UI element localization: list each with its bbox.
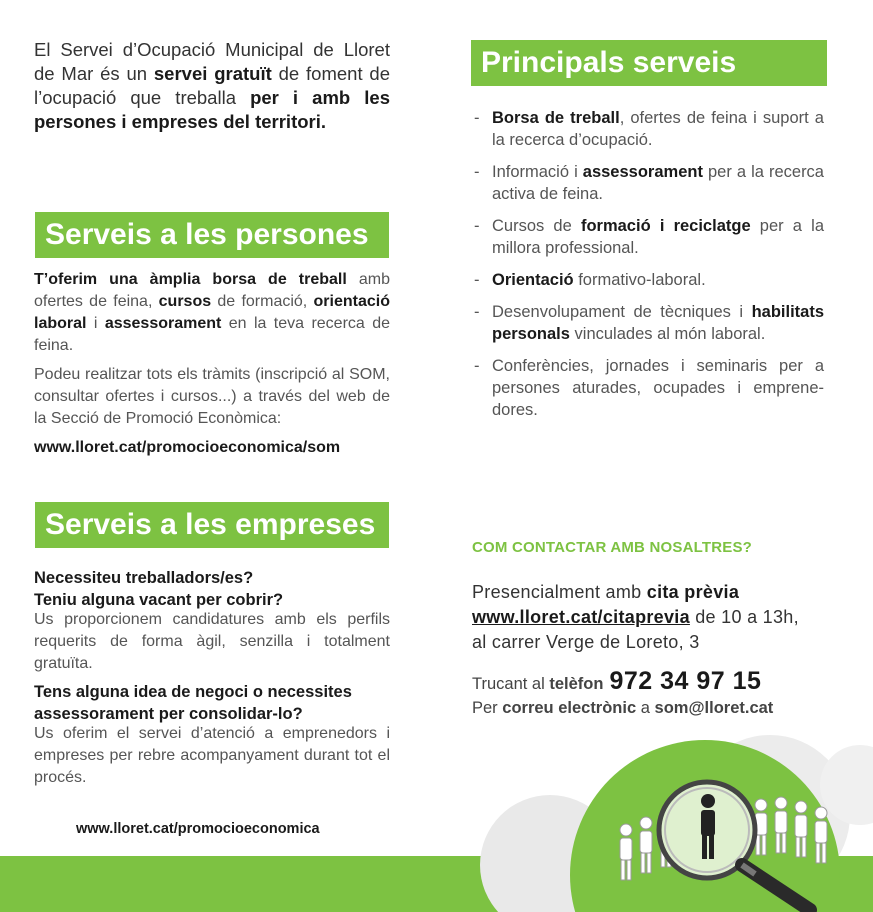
contact-mail [472,697,852,719]
p1-bold-3: orientació laboral [34,293,390,332]
intro-bold-1: servei gratuït [153,63,272,84]
contact-line-2 [472,605,852,630]
empreses-question-1 [34,567,390,611]
p1-text-4: en la teva recerca de feina. [34,315,390,354]
mail-address[interactable]: som@lloret.cat [654,699,774,717]
service-pre: Informació i [492,163,583,181]
empreses-answer-2: Us oferim el servei d’atenció a emprenedors i empreses per rebre acompanyament durant tot el procés. [34,725,390,786]
empreses-question-2: Tens alguna idea de negoci o necessites assessorament per consolidar-lo? [34,683,352,723]
intro-text-1: El Servei d’Ocupació Municipal de Lloret de Mar és un [34,39,390,84]
contact-l1-text: Presencialment amb [472,582,647,602]
mail-text: Per [472,699,503,717]
principals-title: Principals serveis [481,46,737,79]
service-item [472,215,824,259]
intro-text-2: de foment de l’ocupació que treballa [34,63,390,108]
service-pre: Cursos de [492,217,581,235]
intro-paragraph [34,38,390,134]
contact-line-3: al carrer Verge de Loreto, 3 [472,632,700,652]
promocio-link[interactable]: www.lloret.cat/promocioeconomica [76,821,320,837]
service-text: formativo-laboral. [573,271,706,289]
contact-presencial [472,580,852,655]
phone-number[interactable]: 972 34 97 15 [609,667,762,695]
empreses-answer-1: Us proporcionem candidatures amb els perfils requerits de forma àgil, senzilla i totalment gratuïta. [34,611,390,672]
magnifying-glass-over-people-icon [470,735,873,912]
service-bold: Orientació [492,271,574,289]
contact-line-1 [472,580,852,605]
empreses-banner [35,502,389,548]
phone-text: Trucant al [472,675,550,693]
service-bold: assessorament [582,163,703,181]
p1-text-3: i [86,315,105,332]
service-item [472,107,824,151]
contact-l1-bold: cita prèvia [646,582,740,602]
empreses-title: Serveis a les empreses [45,508,376,541]
service-bold: Borsa de treball [492,109,620,127]
p1-bold-2: cursos [158,293,212,310]
contact-l2-text: de 10 a 13h, [689,607,799,627]
p1-text-2: de formació, [211,293,314,310]
persones-title: Serveis a les persones [45,218,369,251]
mail-bold: correu electrònic [502,699,637,717]
persones-paragraph-1 [34,269,390,357]
service-pre: Conferències, jornades i seminaris per a persones aturades, ocupades i emprenedores. [492,357,824,419]
persones-banner [35,212,389,258]
service-item [472,269,824,291]
service-item [472,301,824,345]
citaprevia-link[interactable]: www.lloret.cat/citaprevia [472,607,690,627]
service-text: per a la millora professional. [492,217,824,257]
mail-mid: a [636,699,655,717]
phone-bold: telèfon [549,675,604,693]
service-text: per a la recerca activa de feina. [492,163,824,203]
p1-bold-1: T’oferim una àmplia borsa de treball [34,271,347,288]
service-bold: formació i reciclatge [580,217,751,235]
service-item [472,355,824,421]
service-bold: habilitats personals [492,303,824,343]
question-1a: Necessiteu treballadors/es? [34,569,254,587]
som-link[interactable]: www.lloret.cat/promocioeconomica/som [34,439,341,456]
intro-bold-2: per i amb les persones i empreses del territori. [34,87,390,132]
principals-banner [471,40,827,86]
service-item [472,161,824,205]
question-1b: Teniu alguna vacant per cobrir? [34,591,284,609]
contact-phone [472,667,852,695]
services-list [472,107,824,431]
contact-heading: COM CONTACTAR AMB NOSALTRES? [472,539,753,556]
p1-text-1: amb ofertes de feina, [34,271,390,310]
service-pre: Desenvolupament de tècniques i [492,303,752,321]
persones-paragraph-2: Podeu realitzar tots els tràmits (inscripció al SOM, consultar ofertes i cursos...) a través del web de la Secció de Promoció Econòmica: [34,366,390,427]
service-text: vinculades al món laboral. [569,325,766,343]
p1-bold-4: assessorament [104,315,222,332]
service-text: , ofertes de feina i suport a la recerca d’ocupació. [492,109,824,149]
